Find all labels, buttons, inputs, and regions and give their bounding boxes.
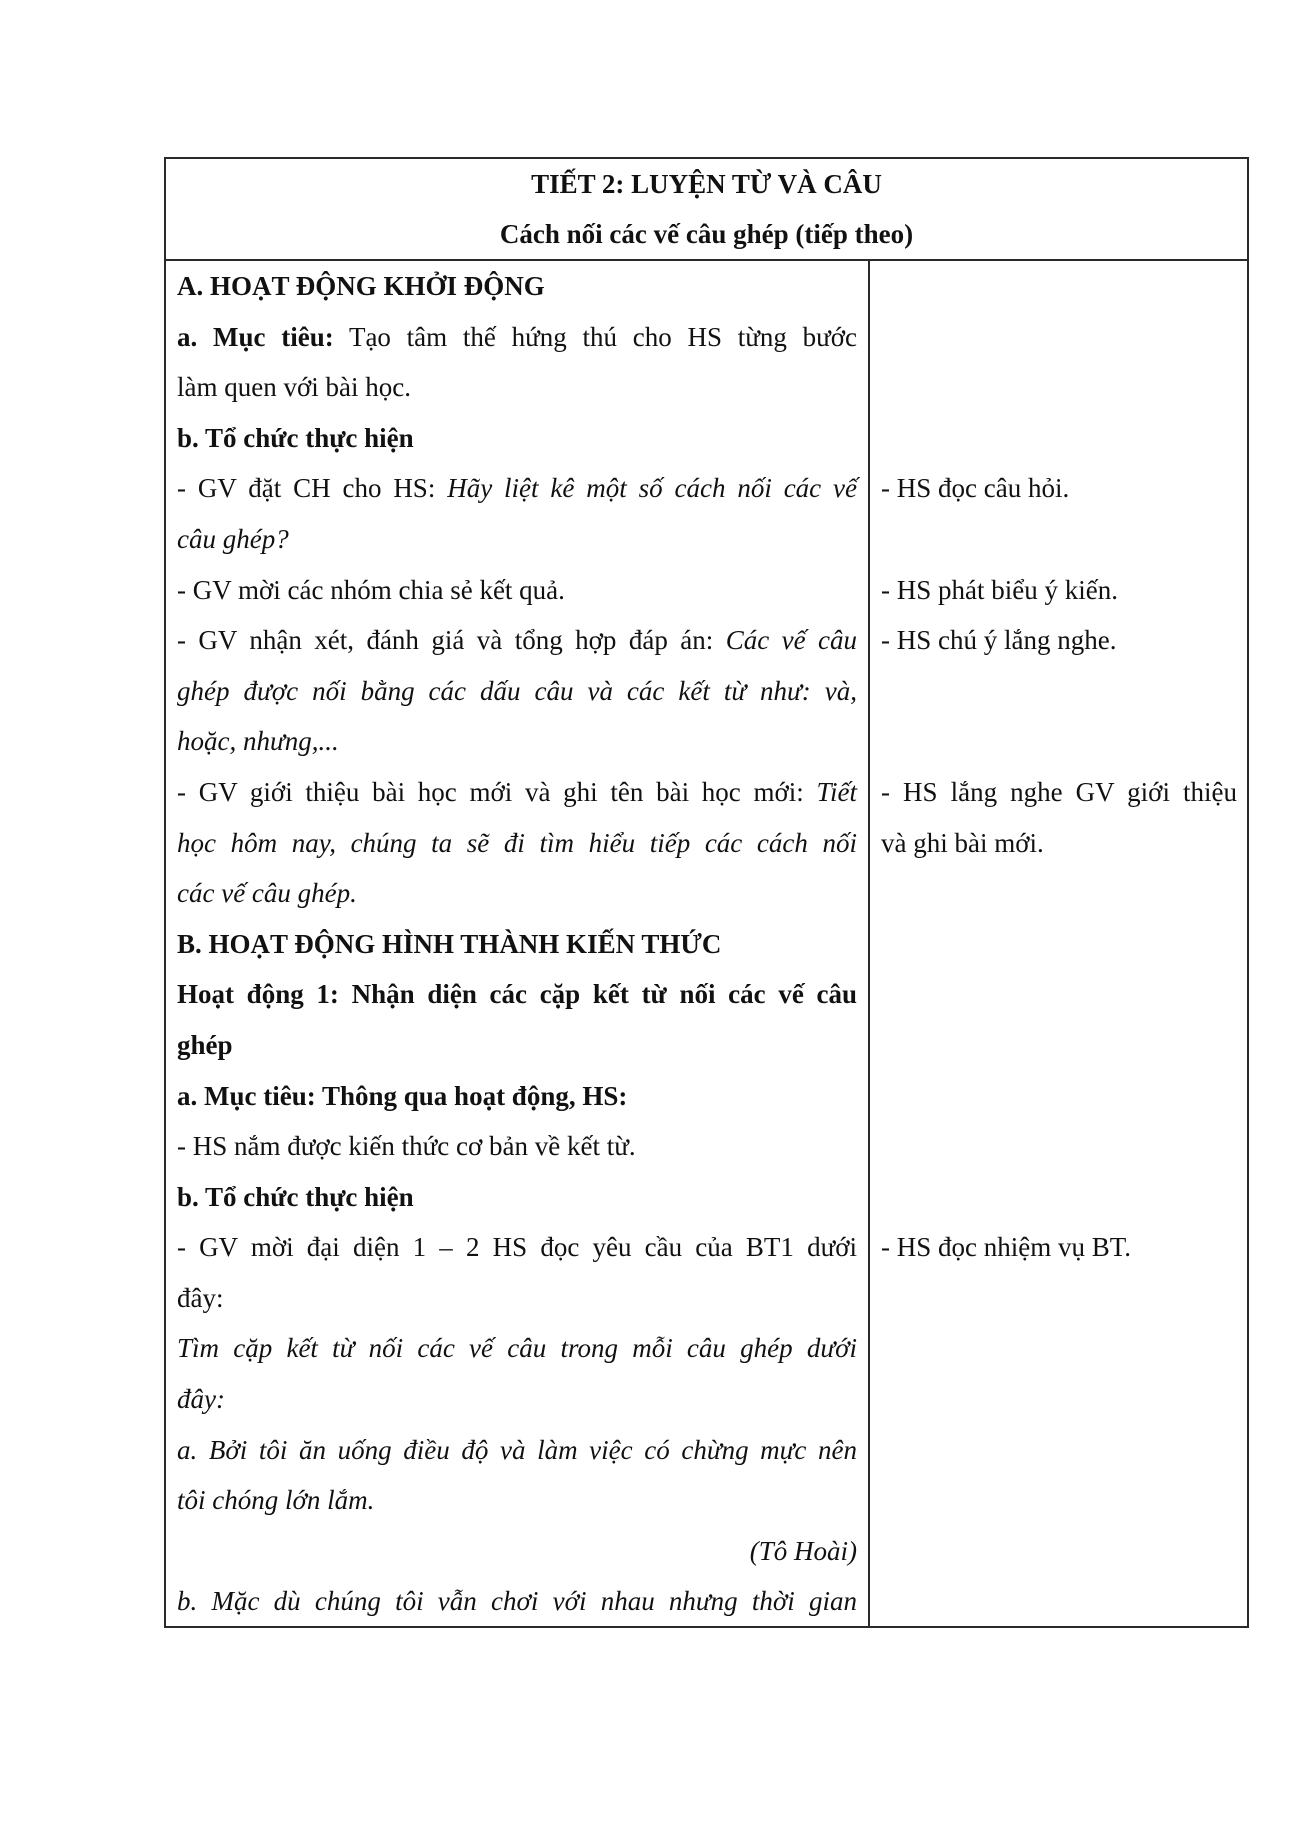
step4-line (177, 767, 857, 818)
step3-answer-cont: ghép được nối bằng các dấu câu và các kết từ như: và, (177, 675, 857, 706)
teacher-activities-column (166, 261, 870, 1626)
goal-text: Tạo tâm thế hứng thú cho HS từng bước (333, 321, 857, 352)
activity1-heading: Hoạt động 1: Nhận diện các cặp kết từ nối các vế câu (177, 979, 857, 1010)
step3-prefix: - GV nhận xét, đánh giá và tổng hợp đáp án: (177, 625, 726, 656)
table-header (166, 159, 1247, 261)
step4-prefix: - GV giới thiệu bài học mới và ghi tên bài học mới: (177, 776, 817, 807)
step4-intro: Tiết (816, 776, 857, 807)
step1-line (177, 463, 857, 514)
goal-label: a. Mục tiêu: (177, 321, 334, 352)
section-a-heading: A. HOẠT ĐỘNG KHỞI ĐỘNG (177, 271, 545, 301)
table-body-row (166, 261, 1247, 1626)
step3-line (177, 615, 857, 666)
student-activities-column (870, 261, 1247, 1626)
section-a-org-heading: b. Tổ chức thực hiện (177, 422, 414, 453)
step1-prefix: - GV đặt CH cho HS: (177, 473, 448, 504)
step2-line: - GV mời các nhóm chia sẻ kết quả. (177, 574, 565, 605)
step1-question-cont: câu ghép? (177, 523, 289, 554)
section-b-goal-item: - HS nắm được kiến thức cơ bản về kết từ. (177, 1131, 636, 1162)
exercise-task-cont: đây: (177, 1384, 225, 1415)
example-a-source: (Tô Hoài) (749, 1535, 857, 1566)
section-b-step1-cont: đây: (177, 1282, 224, 1313)
goal-text-cont: làm quen với bài học. (177, 372, 411, 403)
student-response-1: - HS đọc câu hỏi. (881, 473, 1070, 504)
lesson-plan-table (164, 157, 1249, 1628)
student-response-2: - HS phát biểu ý kiến. (881, 574, 1118, 605)
exercise-task: Tìm cặp kết từ nối các vế câu trong mỗi câu ghép dưới (177, 1333, 857, 1364)
lesson-title: TIẾT 2: LUYỆN TỪ VÀ CÂU (531, 169, 882, 199)
section-b-heading: B. HOẠT ĐỘNG HÌNH THÀNH KIẾN THỨC (177, 928, 722, 959)
section-b-step1: - GV mời đại diện 1 – 2 HS đọc yêu cầu của BT1 dưới (177, 1232, 857, 1263)
student-response-3: - HS chú ý lắng nghe. (881, 625, 1117, 656)
student-response-4: - HS lắng nghe GV giới thiệu (881, 776, 1237, 807)
example-a: a. Bởi tôi ăn uống điều độ và làm việc có chừng mực nên (177, 1434, 857, 1465)
step1-question: Hãy liệt kê một số cách nối các vế (447, 473, 857, 504)
activity1-heading-cont: ghép (177, 1029, 233, 1060)
step3-answer-end: hoặc, nhưng,... (177, 726, 339, 757)
section-b-org-heading: b. Tổ chức thực hiện (177, 1181, 414, 1212)
student-response-4-cont: và ghi bài mới. (881, 827, 1044, 858)
example-b: b. Mặc dù chúng tôi vẫn chơi với nhau nhưng thời gian (177, 1586, 857, 1617)
step4-intro-cont: học hôm nay, chúng ta sẽ đi tìm hiểu tiếp các cách nối (177, 827, 857, 858)
step3-answer: Các vế câu (725, 625, 857, 656)
example-a-cont: tôi chóng lớn lắm. (177, 1485, 375, 1516)
student-response-5: - HS đọc nhiệm vụ BT. (881, 1232, 1131, 1263)
section-b-goal: a. Mục tiêu: Thông qua hoạt động, HS: (177, 1080, 628, 1111)
lesson-subtitle: Cách nối các vế câu ghép (tiếp theo) (499, 219, 914, 249)
section-a-goal-line (177, 312, 857, 363)
step4-intro-end: các vế câu ghép. (177, 878, 357, 909)
